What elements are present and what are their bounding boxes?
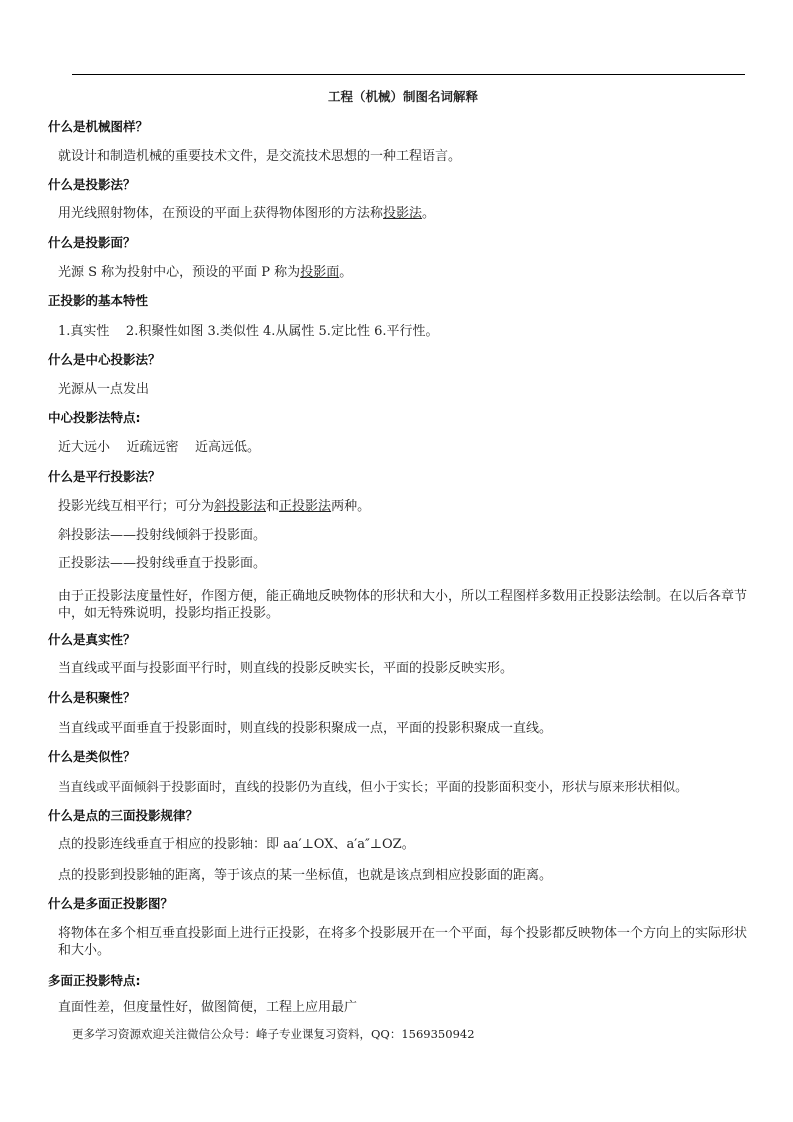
underlined-term: 正投影法 (279, 499, 332, 514)
paragraph: 近大远小 近疏远密 近高远低。 (58, 440, 261, 455)
document-title: 工程（机械）制图名词解释 (327, 89, 478, 104)
heading: 什么是平行投影法？ (48, 469, 161, 484)
paragraph: 斜投影法——投射线倾斜于投影面。 (58, 528, 267, 543)
heading: 什么是真实性？ (48, 632, 136, 647)
heading: 多面正投影特点: (48, 973, 141, 988)
text: 。 (422, 206, 436, 221)
heading: 什么是中心投影法？ (48, 352, 161, 367)
heading: 什么是机械图样？ (48, 119, 149, 134)
paragraph: 将物体在多个相互垂直投影面上进行正投影，在将多个投影展开在一个平面，每个投影都反映物体一个方向上的实际形状和大小。 (58, 926, 748, 958)
heading: 什么是积聚性？ (48, 690, 136, 705)
underlined-term: 投影法 (383, 206, 423, 221)
paragraph (58, 206, 435, 222)
text: 用光线照射物体，在预设的平面上获得物体图形的方法称 (58, 206, 384, 221)
paragraph: 由于正投影法度量性好，作图方便，能正确地反映物体的形状和大小，所以工程图样多数用正投影法绘制。在以后各章节中，如无特殊说明，投影均指正投影。 (58, 589, 748, 621)
heading: 什么是投影法？ (48, 177, 136, 192)
paragraph (58, 265, 352, 281)
text: 两种。 (331, 499, 371, 514)
heading: 什么是投影面？ (48, 235, 136, 250)
header-rule (72, 74, 745, 75)
paragraph: 点的投影连线垂直于相应的投影轴：即 aa′⊥OX、a′a″⊥OZ。 (58, 837, 415, 852)
paragraph: 光源从一点发出 (58, 382, 150, 397)
text: 投影光线互相平行；可分为 (58, 499, 215, 514)
paragraph: 点的投影到投影轴的距离，等于该点的某一坐标值，也就是该点到相应投影面的距离。 (58, 868, 553, 883)
paragraph: 1.真实性 2.积聚性如图 3.类似性 4.从属性 5.定比性 6.平行性。 (58, 324, 439, 339)
paragraph: 当直线或平面倾斜于投影面时，直线的投影仍为直线，但小于实长；平面的投影面积变小，形状与原来形状相似。 (58, 779, 688, 794)
text: 和 (266, 499, 280, 514)
footer-note: 更多学习资源欢迎关注微信公众号：峰子专业课复习资料，QQ：1569350942 (72, 1027, 475, 1041)
paragraph: 直面性差，但度量性好，做图简便，工程上应用最广 (58, 1000, 358, 1015)
text: 光源 S 称为投射中心，预设的平面 P 称为 (58, 265, 301, 280)
paragraph: 就设计和制造机械的重要技术文件，是交流技术思想的一种工程语言。 (58, 149, 462, 164)
heading: 什么是类似性？ (48, 749, 136, 764)
paragraph: 当直线或平面与投影面平行时，则直线的投影反映实长，平面的投影反映实形。 (58, 661, 514, 676)
heading: 什么是点的三面投影规律？ (48, 808, 199, 823)
heading: 什么是多面正投影图？ (48, 896, 174, 911)
heading: 正投影的基本特性 (48, 293, 149, 308)
text: 。 (339, 265, 353, 280)
paragraph (58, 499, 370, 515)
heading: 中心投影法特点: (48, 410, 141, 425)
underlined-term: 斜投影法 (214, 499, 267, 514)
paragraph: 正投影法——投射线垂直于投影面。 (58, 556, 267, 571)
paragraph: 当直线或平面垂直于投影面时，则直线的投影积聚成一点，平面的投影积聚成一直线。 (58, 721, 553, 736)
underlined-term: 投影面 (300, 265, 340, 280)
